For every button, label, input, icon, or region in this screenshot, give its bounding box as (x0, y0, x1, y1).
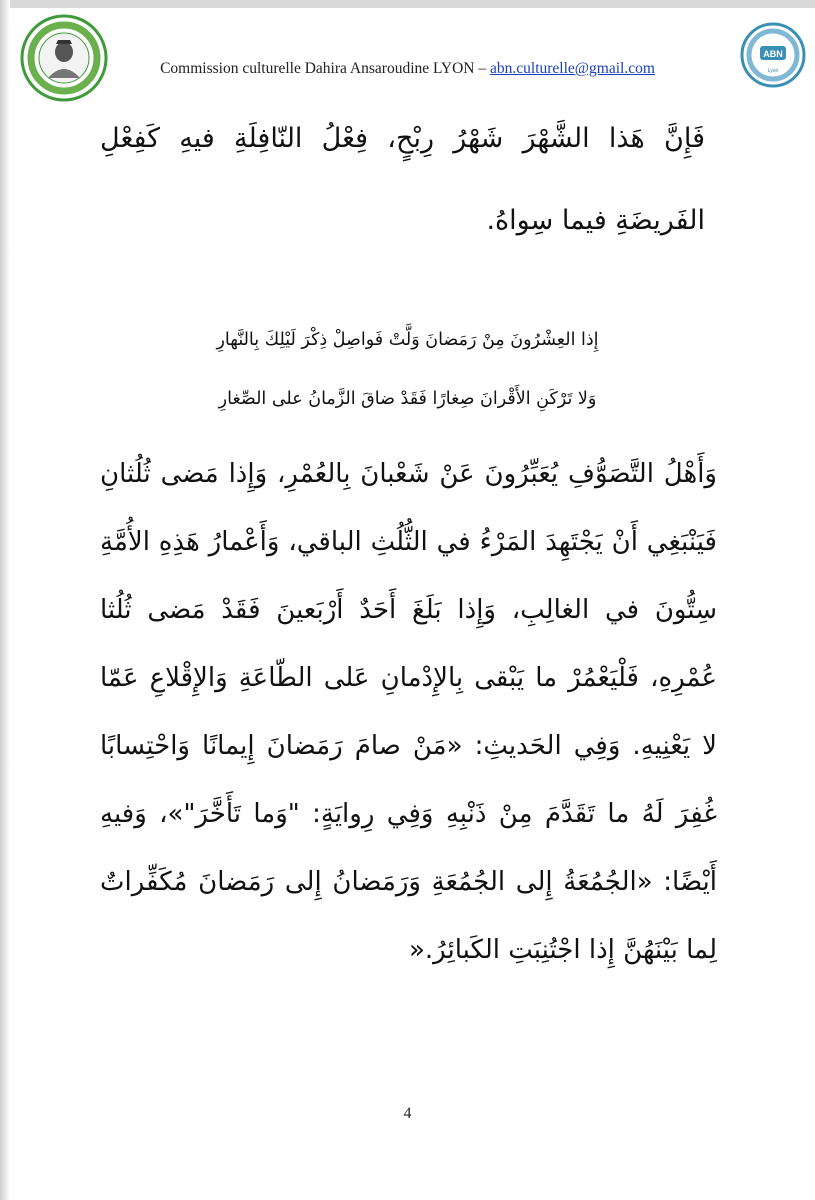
page-number: 4 (403, 1105, 412, 1122)
header-title: Commission culturelle Dahira Ansaroudine LYON – (160, 60, 487, 77)
abn-logo (740, 22, 806, 88)
abn-logo-icon (740, 22, 806, 88)
page-header (0, 60, 815, 78)
poem-verse-2: وَلا تَرْكَنِ الأَقْرانَ صِغارًا فَقَدْ ضاقَ الزَّمانُ على الصِّغارِ (218, 389, 597, 409)
arabic-paragraph-2: وَأَهْلُ التَّصَوُّفِ يُعَبِّرُونَ عَنْ شَعْبانَ بِالعُمْرِ، وَإِذا مَضى ثُلُثانِ فَيَنْبَغِي أَنْ يَجْتَهِدَ المَرْءُ في الثُّلُثِ الباقي، وَأَعْمارُ هَذِهِ الأُمَّةِ سِتُّونَ في الغالِبِ، وَإِذا بَلَغَ أَحَدٌ أَرْبَعينَ فَقَدْ مَضى ثُلُثا عُمْرِهِ، فَلْيَعْمُرْ ما يَبْقى بِالإِدْمانِ عَلى الطّاعَةِ وَالإِقْلاعِ عَمّا لا يَعْنِيهِ. وَفِي الحَديثِ: «مَنْ صامَ رَمَضانَ إِيمانًا وَاحْتِسابًا غُفِرَ لَهُ ما تَقَدَّمَ مِنْ ذَنْبِهِ وَفِي رِوايَةٍ: "وَما تَأَخَّرَ"»، وَفيهِ أَيْضًا: «الجُمُعَةُ إِلى الجُمُعَةِ وَرَمَضانُ إِلى رَمَضانَ مُكَفِّراتٌ لِما بَيْنَهُنَّ إِذا اجْتُنِبَتِ الكَبائِرُ.« (100, 459, 717, 965)
header-email-link[interactable]: abn.culturelle@gmail.com (490, 60, 655, 77)
abn-logo-caption: Lyon (767, 68, 779, 74)
page-top-border (0, 0, 815, 8)
abn-logo-text: ABN (763, 49, 783, 59)
page-left-shadow (0, 0, 10, 1200)
dahira-logo-icon (20, 14, 108, 102)
dahira-logo (20, 14, 108, 102)
poem-verse-1: إِذا العِشْرُونَ مِنْ رَمَضانَ وَلَّتْ فَواصِلْ ذِكْرَ لَيْلِكَ بِالنَّهارِ (216, 330, 599, 350)
arabic-paragraph-1: فَإِنَّ هَذا الشَّهْرَ شَهْرُ رِبْحٍ، فِعْلُ النّافِلَةِ فيهِ كَفِعْلِ الفَريضَةِ فيما سِواهُ. (100, 123, 705, 236)
